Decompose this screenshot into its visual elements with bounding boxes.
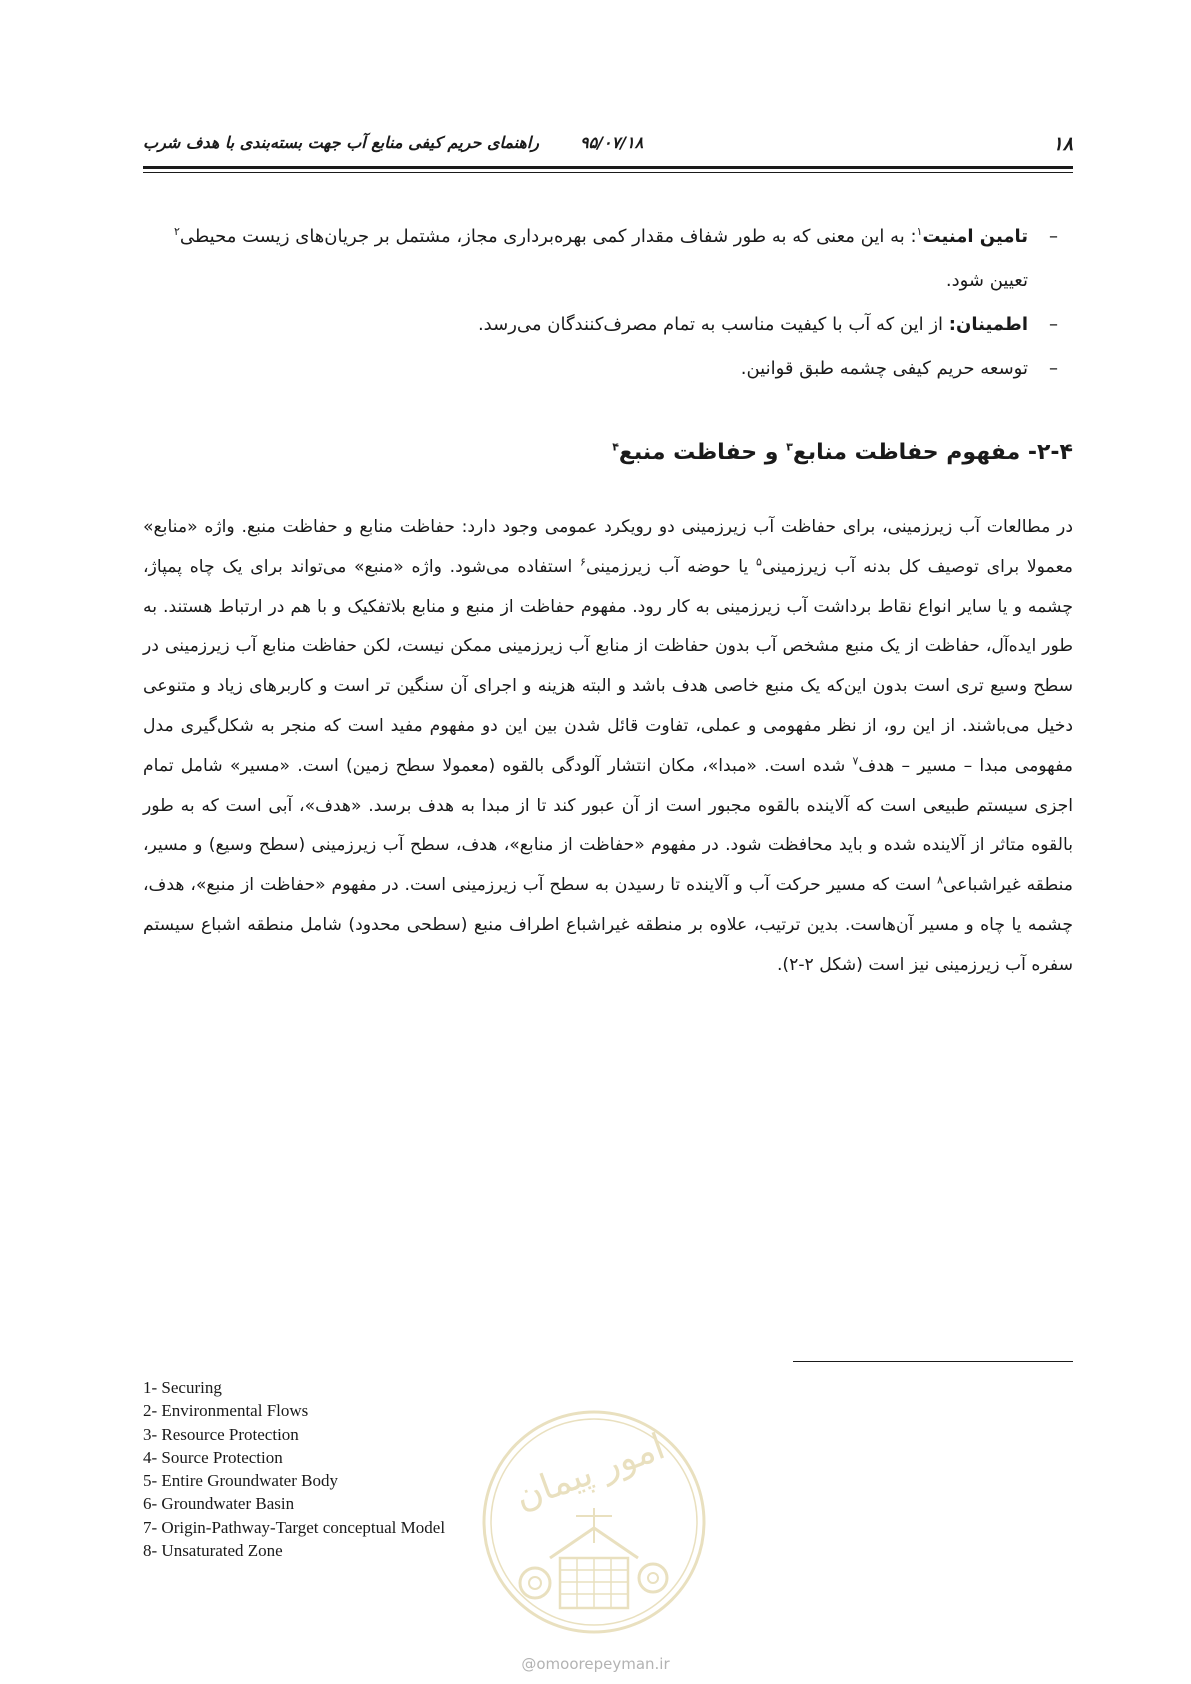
section-title-part: و حفاظت منبع [618, 440, 787, 465]
paragraph-text: است که مسیر حرکت آب و آلاینده تا رسیدن به سطح آب زیرزمینی است. در مفهوم «حفاظت از منبع»، هدف، چشمه یا چاه و مسیر آن‌هاست. بدین ترتیب، علاوه بر منطقه غیراشباع اطراف منبع (سطحی محدود) شامل منطقه اشباع سیستم سفره آب زیرزمینی نیز است (شکل ۲-۲). [143, 875, 1073, 975]
footnote-item: 7- Origin-Pathway-Target conceptual Model [143, 1517, 446, 1537]
bullet-text: : به این معنی که به طور شفاف مقدار کمی بهره‌برداری مجاز، مشتمل بر جریان‌های زیست محیطی [179, 226, 917, 247]
footnote-item: 5- Entire Groundwater Body [143, 1471, 338, 1491]
footnote-item: 3- Resource Protection [143, 1424, 299, 1444]
bullet-list [143, 215, 1058, 391]
bullet-term: اطمینان: [948, 314, 1028, 335]
footnote-item: 2- Environmental Flows [143, 1401, 309, 1421]
footnote-item: 6- Groundwater Basin [143, 1494, 295, 1514]
footnote-item: 8- Unsaturated Zone [143, 1541, 283, 1561]
page-number: ۱۸ [1052, 133, 1073, 155]
bullet-dash: – [1049, 226, 1058, 247]
bullet-item [143, 347, 1058, 391]
page-header [143, 128, 1073, 168]
section-heading [143, 440, 1073, 465]
footnote-item: 1- Securing [143, 1378, 222, 1397]
bullet-dash: – [1049, 314, 1058, 335]
bullet-text: تعیین شود. [945, 270, 1028, 291]
seal-text: امور پیمان [509, 1426, 671, 1519]
header-title: راهنمای حریم کیفی منابع آب جهت بسته‌بندی با هدف شرب [143, 133, 540, 152]
footnote-ref: ۴ [612, 440, 619, 454]
bullet-text: از این که آب با کیفیت مناسب به تمام مصرف‌کنندگان می‌رسد. [477, 314, 949, 335]
footnote-ref: ۲ [173, 225, 180, 238]
header-rule-thin [143, 172, 1073, 173]
watermark-url: @omoorepeyman.ir [521, 1655, 670, 1673]
footnote-ref: ۵ [756, 555, 762, 569]
watermark-seal-logo [480, 1408, 708, 1636]
bullet-item [143, 215, 1058, 303]
paragraph-text: استفاده می‌شود. واژه «منبع» می‌تواند برای یک چاه پمپاژ، چشمه و یا سایر انواع نقاط برداشت آب زیرزمینی به کار رود. مفهوم حفاظت از منبع و منابع بلاتفکیک و با هم در ارتباط هستند. به طور ایده‌آل، حفاظت از یک منبع مشخص آب بدون حفاظت از منابع آب زیرزمینی ممکن نیست، لکن حفاظت منابع آب زیرزمینی در سطح وسیع تری است بدون این‌که یک منبع خاصی هدف باشد و البته هزینه و اجرای آن سنگین تر است و کاربرهای زیاد و متنوعی دخیل می‌باشند. از این رو، از نظر مفهومی و عملی، تفاوت قائل شدن بین این دو مفهوم مفید است که منجر به شکل‌گیری مدل مفهومی مبدا – مسیر – هدف [143, 556, 1073, 776]
bullet-dash: – [1049, 358, 1058, 379]
bullet-term: تامین امنیت [922, 226, 1028, 247]
footnote-separator [793, 1361, 1073, 1362]
footnote-ref: ۶ [580, 555, 586, 569]
footnote-ref: ۳ [786, 440, 793, 454]
body-paragraph [143, 508, 1073, 986]
section-number: ۲-۴- [1027, 440, 1073, 465]
footnote-ref: ۱ [916, 225, 923, 238]
footnote-ref: ۷ [852, 754, 859, 768]
bullet-item [143, 303, 1058, 347]
paragraph-text: شده است. «مبدا»، مکان انتشار آلودگی بالقوه (معمولا سطح زمین) است. «مسیر» شامل تمام اجزی سیستم طبیعی است که آلاینده بالقوه مجبور است از آن عبور کند تا از مبدا به هدف برسد. «هدف»، آبی است که به طور بالقوه متاثر از آلاینده شده و باید محافظت شود. در مفهوم «حفاظت از منابع»، هدف، سطح آب زیرزمینی (سطح وسیع) و مسیر، منطقه غیراشباعی [143, 755, 1073, 896]
bullet-text: توسعه حریم کیفی چشمه طبق قوانین. [740, 358, 1028, 379]
footnote-ref: ۸ [936, 873, 943, 887]
header-date: ۹۵/۰۷/۱۸ [580, 133, 644, 152]
section-title-part: مفهوم حفاظت منابع [792, 440, 1028, 465]
footnote-item: 4- Source Protection [143, 1447, 283, 1467]
paragraph-text: در مطالعات آب زیرزمینی، برای حفاظت آب زیرزمینی دو رویکرد عمومی وجود دارد: حفاظت منابع و حفاظت منبع. واژه «منابع» معمولا برای توصیف کل بدنه آب زیرزمینی [143, 517, 1073, 577]
paragraph-text: یا حوضه آب زیرزمینی [585, 556, 757, 577]
header-rule [143, 166, 1073, 169]
